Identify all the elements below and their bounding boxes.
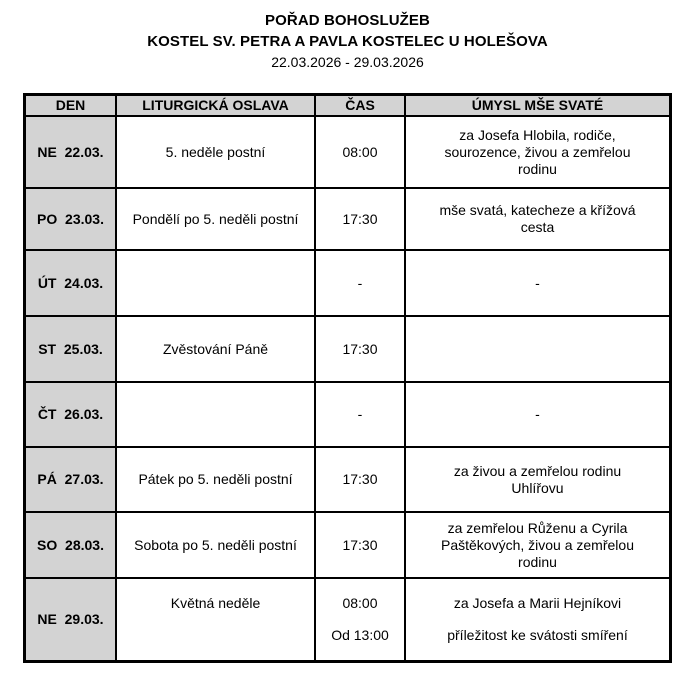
table-row bbox=[26, 579, 669, 660]
day-cell: PO 23.03. bbox=[26, 189, 117, 249]
celebration-cell: Pondělí po 5. neděli postní bbox=[117, 189, 316, 249]
page-subtitle: KOSTEL SV. PETRA A PAVLA KOSTELEC U HOLEŠOVA bbox=[147, 33, 548, 50]
table-row bbox=[26, 117, 669, 189]
day-cell: NE 29.03. bbox=[26, 579, 117, 660]
intention-second: příležitost ke svátosti smíření bbox=[447, 627, 628, 643]
intention-cell bbox=[406, 579, 669, 660]
table-row bbox=[26, 513, 669, 579]
intention-first: za Josefa a Marii Hejníkovi bbox=[453, 594, 622, 611]
column-header-liturgicka-oslava: LITURGICKÁ OSLAVA bbox=[117, 96, 316, 115]
time-cell: 08:00 bbox=[316, 117, 406, 187]
celebration-cell: Pátek po 5. neděli postní bbox=[117, 448, 316, 511]
celebration-cell: Zvěstování Páně bbox=[117, 317, 316, 381]
time-cell: 17:30 bbox=[316, 448, 406, 511]
day-cell: SO 28.03. bbox=[26, 513, 117, 577]
date-range: 22.03.2026 - 29.03.2026 bbox=[271, 54, 424, 70]
intention-cell bbox=[406, 317, 669, 381]
table-row bbox=[26, 189, 669, 251]
schedule-table bbox=[23, 93, 672, 663]
time-cell bbox=[316, 579, 406, 660]
table-row bbox=[26, 383, 669, 448]
time-cell: 17:30 bbox=[316, 189, 406, 249]
column-header-den: DEN bbox=[26, 96, 117, 115]
time-cell: - bbox=[316, 251, 406, 315]
page-title: POŘAD BOHOSLUŽEB bbox=[265, 12, 430, 29]
intention-cell: - bbox=[535, 406, 540, 422]
celebration-cell bbox=[117, 383, 316, 446]
title-block bbox=[0, 0, 695, 73]
intention-cell: za živou a zemřelou rodinu Uhlířovu bbox=[453, 462, 622, 496]
celebration-cell bbox=[117, 251, 316, 315]
time-cell: - bbox=[316, 383, 406, 446]
intention-cell: za Josefa Hlobila, rodiče, sourozence, živou a zemřelou rodinu bbox=[444, 126, 631, 177]
time-second: Od 13:00 bbox=[331, 627, 389, 643]
column-header-umysl-mse-svate: ÚMYSL MŠE SVATÉ bbox=[406, 96, 669, 115]
celebration-cell: 5. neděle postní bbox=[117, 117, 316, 187]
intention-cell: mše svatá, katecheze a křížová cesta bbox=[439, 202, 636, 235]
day-cell: NE 22.03. bbox=[26, 117, 117, 187]
time-first: 08:00 bbox=[342, 594, 378, 611]
day-cell: ČT 26.03. bbox=[26, 383, 117, 446]
celebration-spacer bbox=[117, 627, 314, 660]
day-cell: ST 25.03. bbox=[26, 317, 117, 381]
intention-cell: - bbox=[535, 274, 540, 291]
day-cell: PÁ 27.03. bbox=[26, 448, 117, 511]
celebration-text: Květná neděle bbox=[170, 594, 261, 611]
celebration-cell bbox=[117, 579, 316, 660]
time-cell: 17:30 bbox=[316, 317, 406, 381]
table-row bbox=[26, 317, 669, 383]
column-header-cas: ČAS bbox=[316, 96, 406, 115]
intention-cell: za zemřelou Růženu a Cyrila Paštěkových, živou a zemřelou rodinu bbox=[441, 519, 634, 570]
time-cell: 17:30 bbox=[316, 513, 406, 577]
day-cell: ÚT 24.03. bbox=[26, 251, 117, 315]
table-row bbox=[26, 251, 669, 317]
celebration-cell: Sobota po 5. neděli postní bbox=[117, 513, 316, 577]
table-header-row bbox=[26, 96, 669, 117]
table-row bbox=[26, 448, 669, 513]
